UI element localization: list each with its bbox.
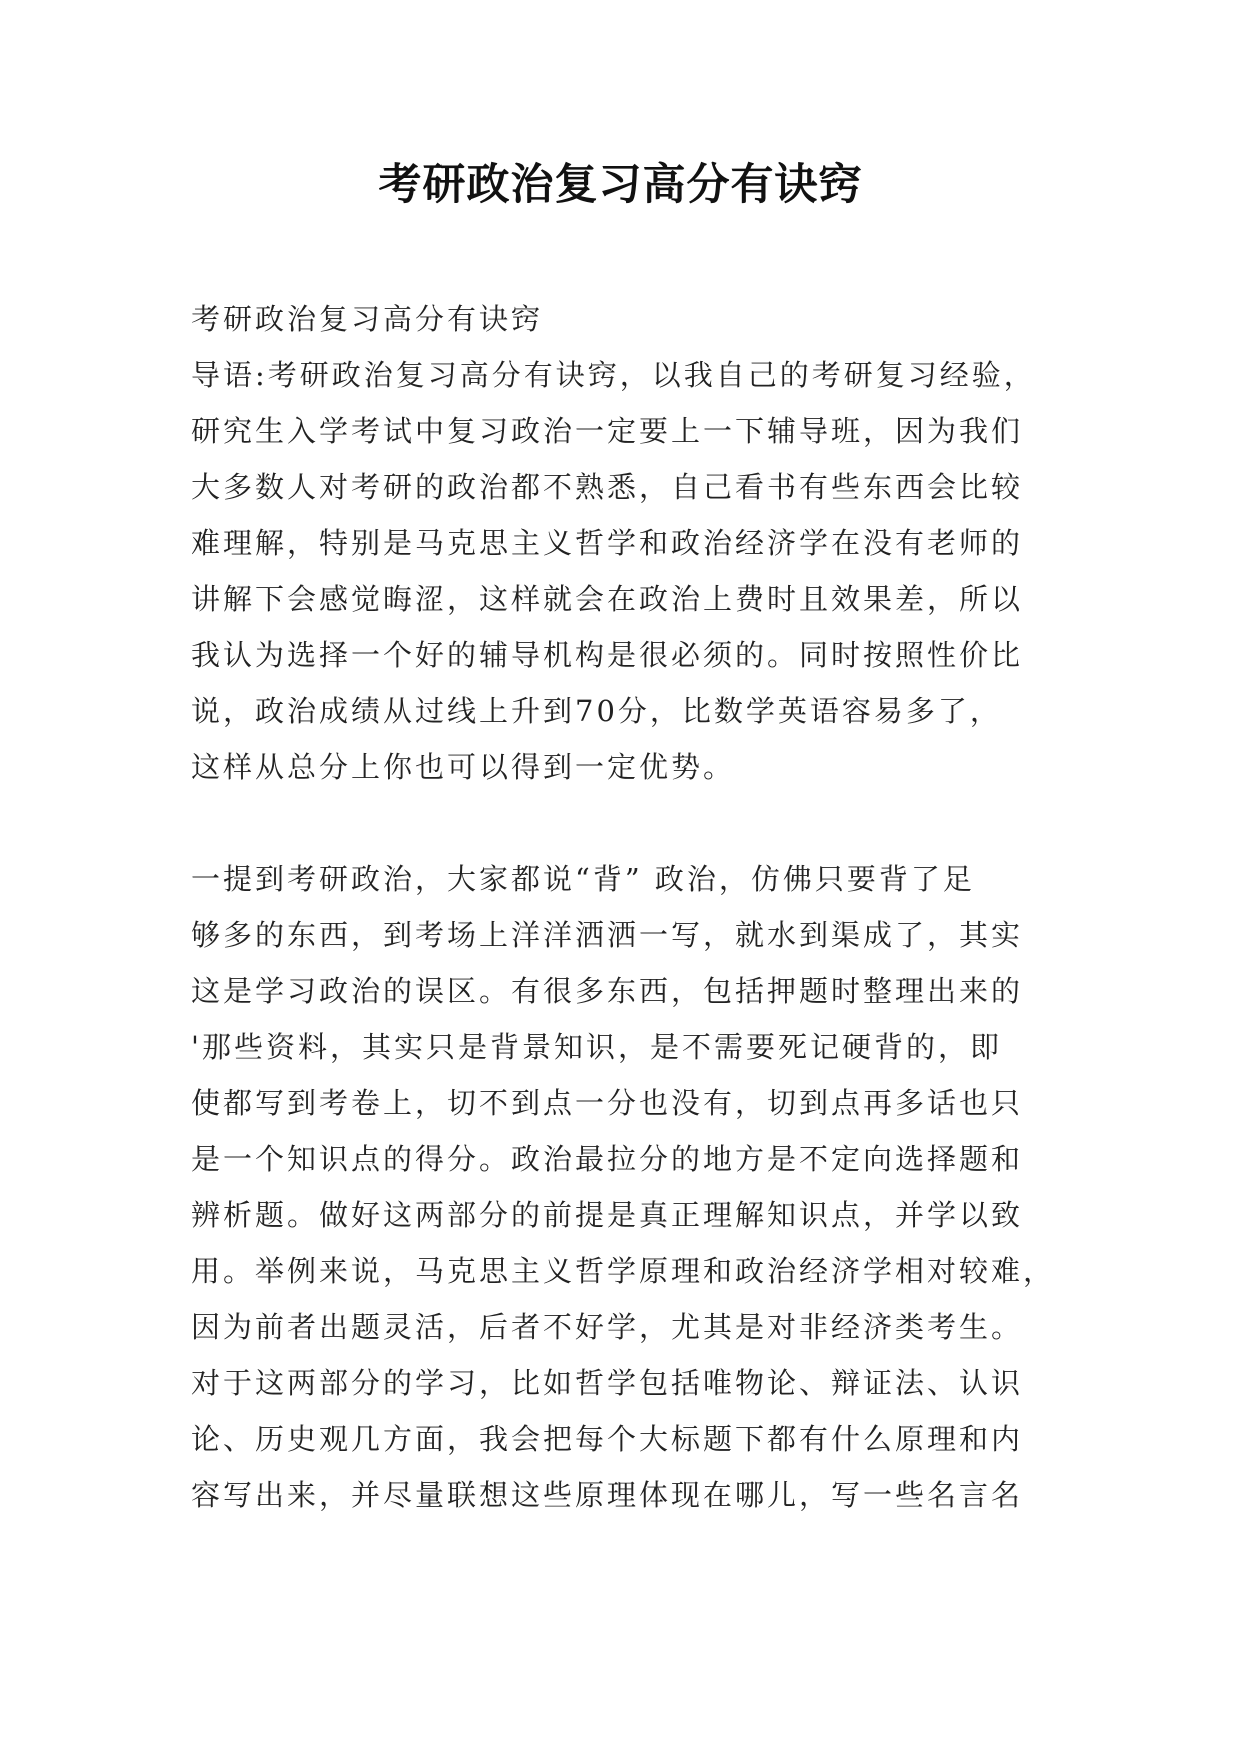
text-line: 辨析题。做好这两部分的前提是真正理解知识点，并学以致 [191, 1198, 1024, 1232]
text-line: 说，政治成绩从过线上升到70分，比数学英语容易多了， [191, 694, 1002, 728]
text-line: '那些资料，其实只是背景知识，是不需要死记硬背的，即 [191, 1030, 1002, 1064]
text-line: 大多数人对考研的政治都不熟悉，自己看书有些东西会比较 [191, 470, 1024, 504]
text-line: 难理解，特别是马克思主义哲学和政治经济学在没有老师的 [191, 526, 1024, 560]
paragraph-main [191, 851, 1061, 1523]
text-line: 考研政治复习高分有诀窍 [191, 302, 544, 336]
document-body [191, 291, 1061, 1523]
text-line: 这是学习政治的误区。有很多东西，包括押题时整理出来的 [191, 974, 1024, 1008]
text-line: 使都写到考卷上，切不到点一分也没有，切到点再多话也只 [191, 1086, 1024, 1120]
paragraph-intro [191, 291, 1061, 795]
text-line: 因为前者出题灵活，后者不好学，尤其是对非经济类考生。 [191, 1310, 1024, 1344]
document-title: 考研政治复习高分有诀窍 [378, 160, 863, 210]
text-line: 导语:考研政治复习高分有诀窍，以我自己的考研复习经验， [191, 358, 1036, 392]
text-line: 论、历史观几方面，我会把每个大标题下都有什么原理和内 [191, 1422, 1024, 1456]
text-line: 对于这两部分的学习，比如哲学包括唯物论、辩证法、认识 [191, 1366, 1024, 1400]
text-line: 是一个知识点的得分。政治最拉分的地方是不定向选择题和 [191, 1142, 1024, 1176]
text-line: 讲解下会感觉晦涩，这样就会在政治上费时且效果差，所以 [191, 582, 1024, 616]
text-line: 用。举例来说，马克思主义哲学原理和政治经济学相对较难， [191, 1254, 1056, 1288]
text-line: 容写出来，并尽量联想这些原理体现在哪儿，写一些名言名 [191, 1478, 1024, 1512]
paragraph-gap [191, 795, 1061, 851]
text-line: 够多的东西，到考场上洋洋洒洒一写，就水到渠成了，其实 [191, 918, 1024, 952]
text-line: 一提到考研政治，大家都说“背” 政治，仿佛只要背了足 [191, 862, 975, 896]
text-line: 我认为选择一个好的辅导机构是很必须的。同时按照性价比 [191, 638, 1024, 672]
text-line: 这样从总分上你也可以得到一定优势。 [191, 750, 736, 784]
text-line: 研究生入学考试中复习政治一定要上一下辅导班，因为我们 [191, 414, 1024, 448]
